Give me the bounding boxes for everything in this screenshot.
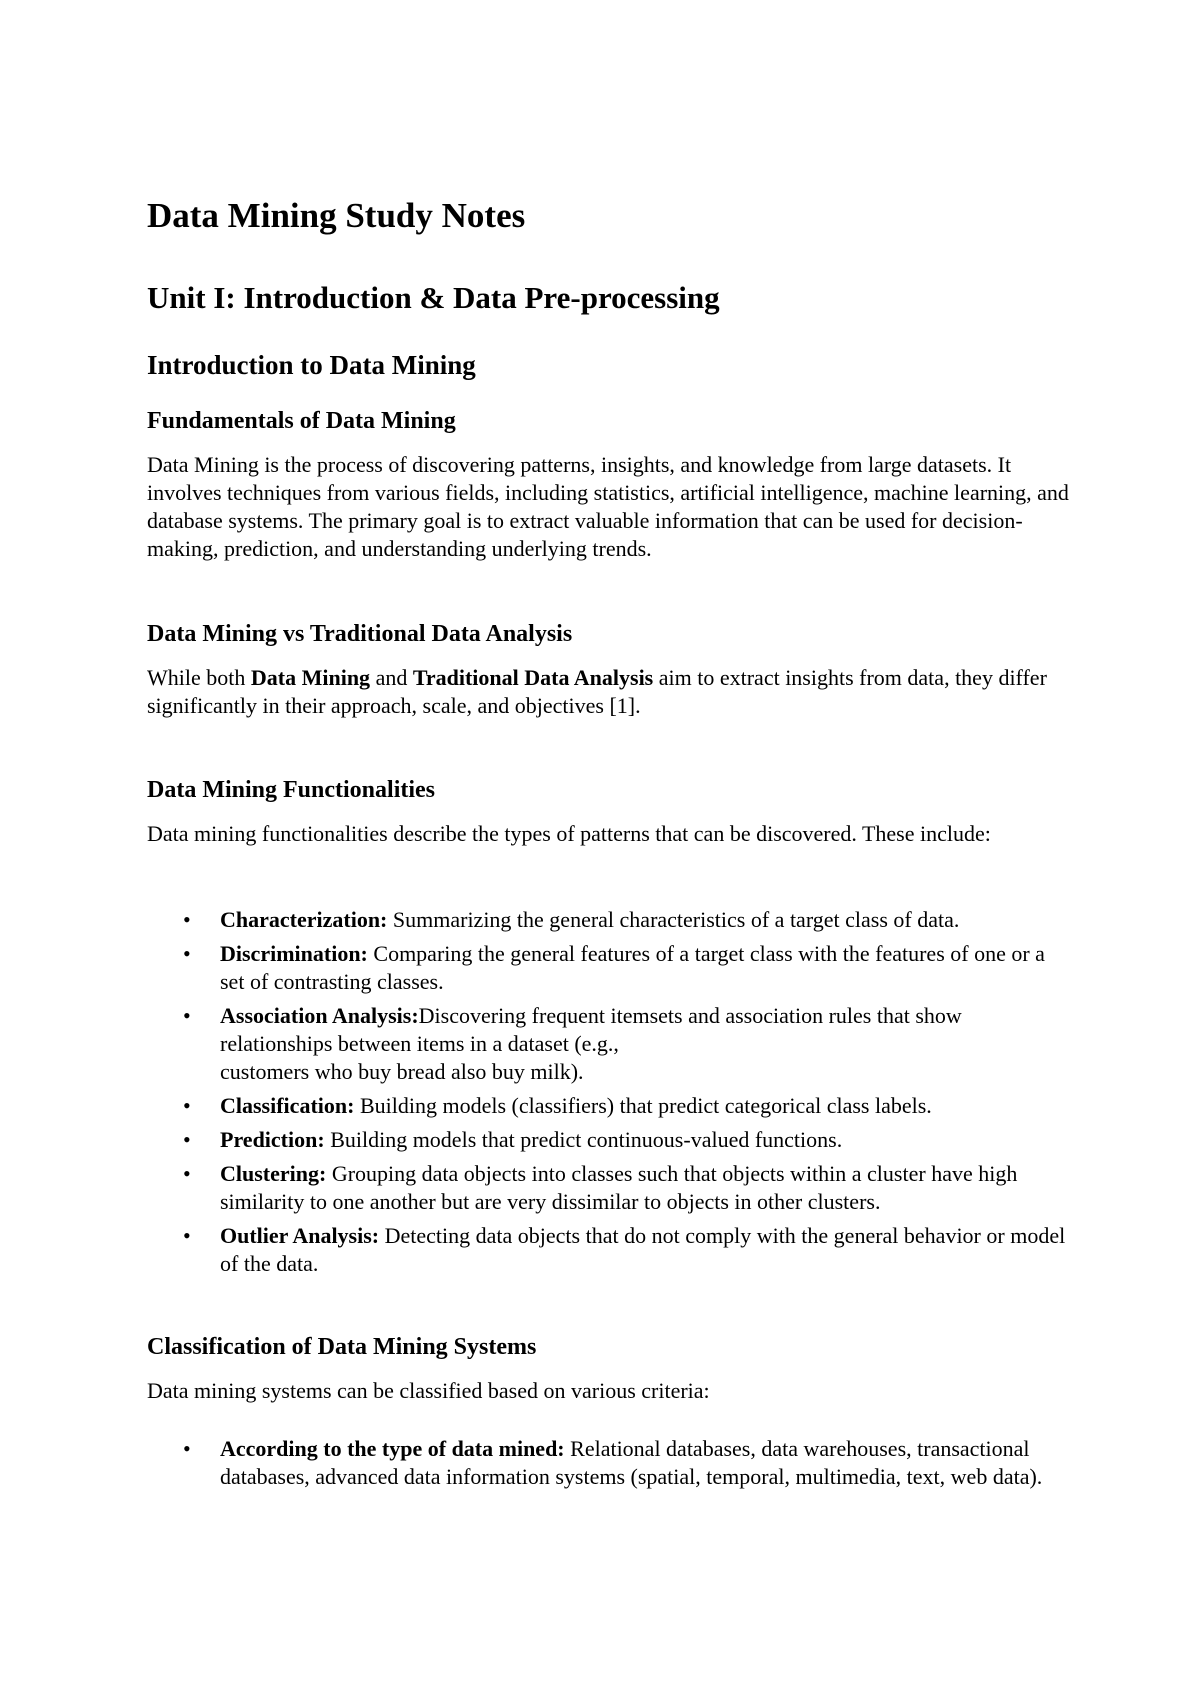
item-desc: Building models (classifiers) that predict categorical class labels.	[354, 1093, 932, 1118]
vs-paragraph	[147, 664, 1072, 720]
item-term: Association Analysis:	[220, 1003, 419, 1028]
list-item	[147, 906, 1072, 934]
vs-text-3: aim to extract insights from data, they differ significantly in their approach, scale, and objectives [1].	[147, 665, 1047, 718]
list-item	[147, 1092, 1072, 1120]
vs-text-1: While both	[147, 665, 251, 690]
vs-heading: Data Mining vs Traditional Data Analysis	[147, 621, 573, 647]
list-item	[147, 1222, 1072, 1278]
item-desc: Relational databases, data warehouses, transactional databases, advanced data information systems (spatial, temporal, multimedia, text, web data).	[220, 1436, 1043, 1489]
item-desc: Comparing the general features of a target class with the features of one or a set of contrasting classes.	[220, 941, 1045, 994]
unit-heading: Unit I: Introduction & Data Pre-processing	[147, 280, 720, 315]
item-term: Clustering:	[220, 1161, 327, 1186]
bullet-icon: •	[183, 1127, 191, 1152]
item-desc: Summarizing the general characteristics of a target class of data.	[387, 907, 960, 932]
bullet-icon: •	[183, 1003, 191, 1028]
item-desc: Building models that predict continuous-valued functions.	[324, 1127, 843, 1152]
list-item	[147, 1002, 1072, 1086]
vs-bold-traditional: Traditional Data Analysis	[412, 665, 654, 690]
bullet-icon: •	[183, 1093, 191, 1118]
list-item	[147, 1126, 1072, 1154]
functionalities-heading: Data Mining Functionalities	[147, 777, 436, 803]
functionalities-list	[147, 906, 1072, 1284]
vs-text-2: and	[370, 665, 413, 690]
item-desc: Discovering frequent itemsets and association rules that show relationships between items in a dataset (e.g.,	[220, 1003, 962, 1056]
document-title: Data Mining Study Notes	[147, 196, 526, 235]
classification-systems-intro: Data mining systems can be classified based on various criteria:	[147, 1378, 710, 1403]
bullet-icon: •	[183, 941, 191, 966]
functionalities-intro: Data mining functionalities describe the types of patterns that can be discovered. These include:	[147, 821, 991, 846]
item-term: Outlier Analysis:	[220, 1223, 380, 1248]
item-term: Characterization:	[220, 907, 388, 932]
item-desc: Detecting data objects that do not comply with the general behavior or model of the data.	[220, 1223, 1066, 1276]
classification-systems-list	[147, 1435, 1072, 1497]
fundamentals-heading: Fundamentals of Data Mining	[147, 408, 456, 434]
item-desc: Grouping data objects into classes such that objects within a cluster have high similarity to one another but are very dissimilar to objects in other clusters.	[220, 1161, 1018, 1214]
section-heading: Introduction to Data Mining	[147, 350, 476, 380]
item-term: According to the type of data mined:	[220, 1436, 565, 1461]
item-desc-continued: customers who buy bread also buy milk).	[220, 1059, 584, 1084]
fundamentals-paragraph: Data Mining is the process of discovering patterns, insights, and knowledge from large datasets. It involves techniques from various fields, including statistics, artificial intelligence, machine learning, and database systems. The primary goal is to extract valuable information that can be used for decision-making, prediction, and understanding underlying trends.	[147, 452, 1069, 561]
bullet-icon: •	[183, 1223, 191, 1248]
bullet-icon: •	[183, 907, 191, 932]
bullet-icon: •	[183, 1161, 191, 1186]
classification-systems-heading: Classification of Data Mining Systems	[147, 1334, 537, 1360]
item-term: Classification:	[220, 1093, 355, 1118]
list-item	[147, 1435, 1072, 1491]
item-term: Prediction:	[220, 1127, 325, 1152]
bullet-icon: •	[183, 1436, 191, 1461]
item-term: Discrimination:	[220, 941, 368, 966]
list-item	[147, 1160, 1072, 1216]
vs-bold-data-mining: Data Mining	[250, 665, 371, 690]
list-item	[147, 940, 1072, 996]
